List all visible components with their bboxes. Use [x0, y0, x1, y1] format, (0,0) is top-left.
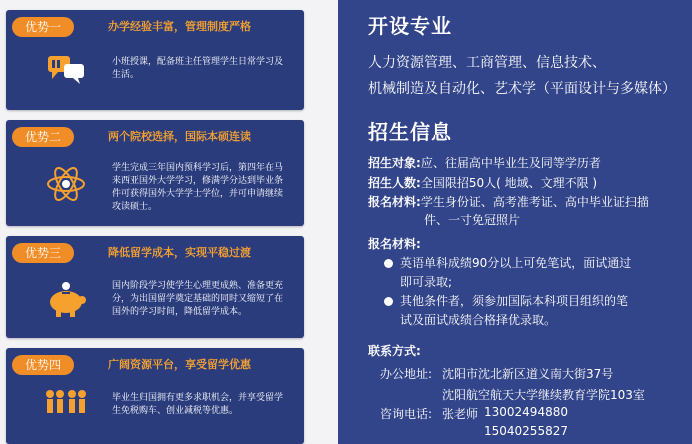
advantage-card-2 [6, 120, 304, 226]
advantage-badge: 优势二 [12, 127, 74, 147]
materials-value: 学生身份证、高考准考证、高中毕业证扫描 [420, 195, 649, 209]
materials-label: 报名材料: [368, 195, 421, 209]
phone-number-2: 15040255827 [484, 424, 568, 438]
atom-icon [42, 164, 90, 204]
bullet-dot [384, 259, 393, 268]
requirement-item-2 [384, 292, 684, 330]
enrollment-target [368, 154, 601, 171]
chat-bubbles-icon [42, 50, 90, 90]
people-group-icon [42, 384, 90, 424]
advantage-title: 两个院校选择，国际本硕连读 [108, 130, 251, 143]
count-value: 全国限招50人( 地域、文理不限 ) [420, 176, 598, 190]
majors-heading: 开设专业 [368, 14, 452, 38]
advantage-body: 学生完成三年国内预科学习后，第四年在马来西亚国外大学学习，修满学分达到毕业条件可获得国外大学学士学位，并可申请继续攻读硕士。 [112, 163, 284, 212]
advantage-body: 小班授课，配备班主任管理学生日常学习及生活。 [112, 57, 284, 80]
advantage-card-4 [6, 348, 304, 444]
phone-name: 张老师 [442, 407, 479, 421]
phone-number-1: 13002494880 [484, 405, 568, 419]
majors-line-1: 人力资源管理、工商管理、信息技术、 [368, 55, 606, 71]
advantage-card-1 [6, 10, 304, 110]
requirement-item-1 [384, 254, 684, 292]
requirement-1-line-2: 即可录取; [400, 275, 453, 289]
advantage-badge: 优势三 [12, 243, 74, 263]
target-value: 应、往届高中毕业生及同等学历者 [420, 156, 601, 170]
majors-line-2: 机械制造及自动化、艺术学（平面设计与多媒体） [368, 81, 676, 97]
advantage-card-3 [6, 236, 304, 338]
piggy-bank-icon [42, 280, 90, 320]
advantage-body: 国内阶段学习使学生心理更成熟、准备更充分，为出国留学奠定基础的同时又缩短了在国外的学习时间，降低留学成本。 [112, 281, 284, 317]
enrollment-heading: 招生信息 [368, 120, 452, 144]
target-label: 招生对象: [368, 156, 421, 170]
info-panel [338, 0, 692, 444]
address-label: 办公地址: [380, 367, 433, 381]
advantage-title: 降低留学成本，实现平稳过渡 [108, 246, 251, 259]
bullet-dot [384, 297, 393, 306]
address-line-2: 沈阳航空航天大学继续教育学院103室 [442, 388, 645, 402]
requirement-1-line-1: 英语单科成绩90分以上可免笔试，面试通过 [400, 256, 632, 270]
address-line-1: 沈阳市沈北新区道义南大街37号 [442, 367, 614, 381]
enrollment-materials [368, 193, 649, 210]
enrollment-count [368, 174, 597, 191]
enrollment-materials-cont: 件、一寸免冠照片 [424, 213, 521, 227]
phone-label: 咨询电话: [380, 407, 433, 421]
advantage-title: 广阔资源平台，享受留学优惠 [108, 358, 251, 371]
advantage-title: 办学经验丰富，管理制度严格 [108, 20, 251, 33]
contact-heading: 联系方式: [368, 344, 421, 358]
advantage-body: 毕业生归国拥有更多求职机会，并享受留学生免税购车、创业减税等优惠。 [112, 393, 284, 416]
requirement-2-line-1: 其他条件者，须参加国际本科项目组织的笔 [400, 294, 629, 308]
requirement-2-line-2: 试及面试成绩合格择优录取。 [400, 313, 557, 327]
advantage-badge: 优势四 [12, 355, 74, 375]
advantage-badge: 优势一 [12, 17, 74, 37]
requirements-heading: 报名材料: [368, 237, 421, 251]
count-label: 招生人数: [368, 176, 421, 190]
